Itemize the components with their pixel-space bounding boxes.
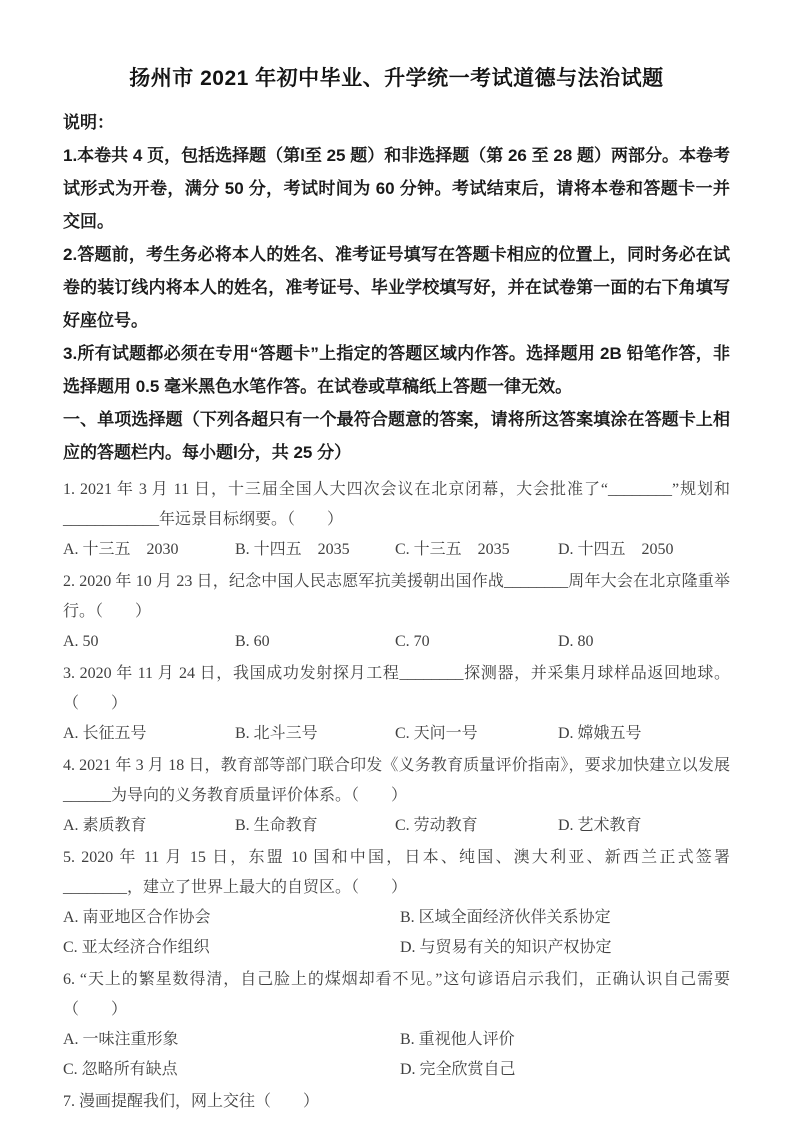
option-d: D. 与贸易有关的知识产权协定 (400, 939, 612, 956)
question-6-text: 6. “天上的繁星数得清，自己脸上的煤烟却看不见。”这句谚语启示我们，正确认识自己需要（ ） (63, 971, 730, 1018)
option-d: D. 十四五 2050 (558, 541, 674, 558)
option-d: D. 艺术教育 (558, 817, 642, 834)
page-title: 扬州市 2021 年初中毕业、升学统一考试道德与法治试题 (129, 67, 664, 90)
instruction-item-3: 3.所有试题都必须在专用“答题卡”上指定的答题区域内作答。选择题用 2B 铅笔作答，非选择题用 0.5 毫米黑色水笔作答。在试卷或草稿纸上答题一律无效。 (63, 344, 730, 396)
question-1 (63, 475, 730, 565)
instruction-item-1: 1.本卷共 4 页，包括选择题（第l至 25 题）和非选择题（第 26 至 28 题）两部分。本卷考试形式为开卷，满分 50 分，考试时间为 60 分钟。考试结束后，请将本卷和答题卡一并交回。 (63, 146, 730, 231)
question-3-text: 3. 2020 年 11 月 24 日，我国成功发射探月工程________探测器，并采集月球样品返回地球。（ ） (63, 665, 730, 712)
question-7-text: 7. 漫画提醒我们，网上交往（ ） (63, 1093, 320, 1110)
question-3-options (63, 719, 730, 749)
question-2-text: 2. 2020 年 10 月 23 日，纪念中国人民志愿军抗美援朝出国作战________周年大会在北京隆重举行。（ ） (63, 573, 730, 620)
option-a: A. 素质教育 (63, 817, 147, 834)
option-c: C. 劳动教育 (395, 817, 478, 834)
option-d: D. 嫦娥五号 (558, 725, 642, 742)
option-a: A. 50 (63, 633, 99, 650)
question-2 (63, 567, 730, 657)
option-d: D. 完全欣赏自己 (400, 1061, 516, 1078)
option-d: D. 80 (558, 633, 594, 650)
question-list (63, 475, 730, 1117)
exam-instructions (63, 106, 730, 403)
option-a: A. 十三五 2030 (63, 541, 179, 558)
section-header-single-choice: 一、单项选择题（下列各超只有一个最符合题意的答案，请将所这答案填涂在答题卡上相应的答题栏内。每小题l分，共 25 分） (63, 410, 730, 462)
option-c: C. 忽略所有缺点 (63, 1061, 178, 1078)
option-c: C. 天问一号 (395, 725, 478, 742)
question-6-options (63, 1025, 730, 1085)
instruction-item-2: 2.答题前，考生务必将本人的姓名、准考证号填写在答题卡相应的位置上，同时务必在试卷的装订线内将本人的姓名，准考证号、毕业学校填写好，并在试卷第一面的右下角填写好座位号。 (63, 245, 730, 330)
option-a: A. 长征五号 (63, 725, 147, 742)
option-b: B. 北斗三号 (235, 725, 318, 742)
question-5 (63, 843, 730, 963)
option-a: A. 南亚地区合作协会 (63, 909, 211, 926)
option-b: B. 生命教育 (235, 817, 318, 834)
question-4-options (63, 811, 730, 841)
question-7 (63, 1087, 730, 1117)
option-b: B. 区域全面经济伙伴关系协定 (400, 909, 611, 926)
option-b: B. 重视他人评价 (400, 1031, 515, 1048)
option-c: C. 70 (395, 633, 430, 650)
option-b: B. 十四五 2035 (235, 541, 350, 558)
option-c: C. 十三五 2035 (395, 541, 510, 558)
question-2-options (63, 627, 730, 657)
option-a: A. 一味注重形象 (63, 1031, 179, 1048)
question-5-text: 5. 2020 年 11 月 15 日，东盟 10 国和中国，日本、纯国、澳大利亚、新西兰正式签署________，建立了世界上最大的自贸区。（ ） (63, 849, 730, 896)
question-1-text: 1. 2021 年 3 月 11 日，十三届全国人大四次会议在北京闭幕，大会批准了“________”规划和____________年远景目标纲要。（ ） (63, 481, 730, 528)
question-4-text: 4. 2021 年 3 月 18 日，教育部等部门联合印发《义务教育质量评价指南》，要求加快建立以发展______为导向的义务教育质量评价体系。（ ） (63, 757, 730, 804)
question-6 (63, 965, 730, 1085)
option-b: B. 60 (235, 633, 270, 650)
question-5-options (63, 903, 730, 963)
question-4 (63, 751, 730, 841)
instructions-label: 说明： (63, 113, 114, 132)
option-c: C. 亚太经济合作组织 (63, 939, 210, 956)
question-3 (63, 659, 730, 749)
question-1-options (63, 535, 730, 565)
